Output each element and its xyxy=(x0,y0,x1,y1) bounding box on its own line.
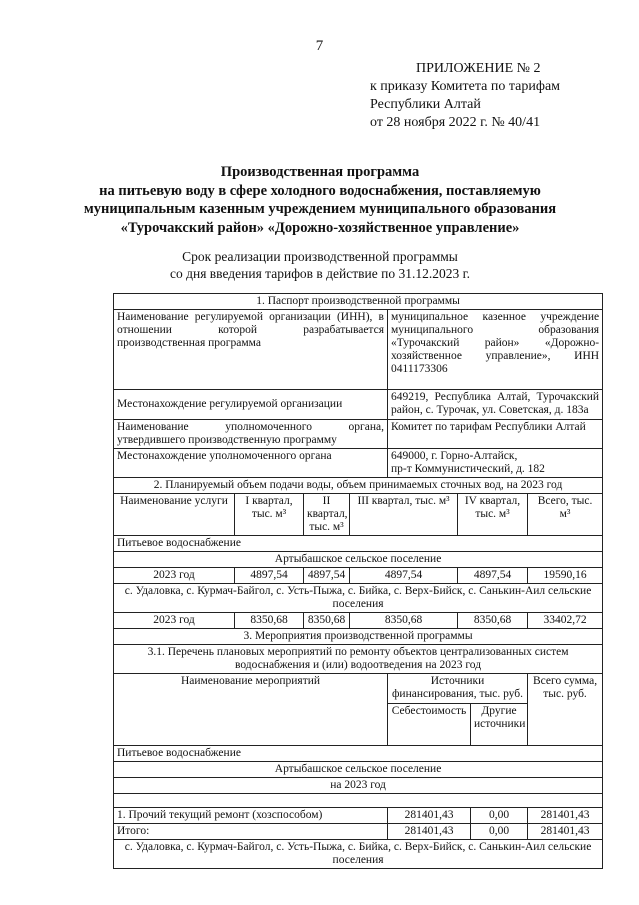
measure-total: 281401,43 xyxy=(528,808,603,824)
passport-value-org: муниципальное казенное учреждение муниципального образования «Турочакский район» «Дорожно-хозяйственное управление», ИНН 0411173306 xyxy=(388,310,603,390)
program-table xyxy=(113,293,603,869)
total-sum: 281401,43 xyxy=(528,824,603,840)
section3-subheader: 3.1. Перечень плановых мероприятий по ремонту объектов централизованных систем водоснабжения и (или) водоотведения на 2023 год xyxy=(114,645,603,674)
col-funding-sources: Источники финансирования, тыс. руб. xyxy=(388,674,528,704)
cell-q2: 8350,68 xyxy=(304,613,350,629)
settlement-name: с. Удаловка, с. Курмач-Байгол, с. Усть-Пыжа, с. Бийка, с. Верх-Бийск, с. Санькин-Аил сельские поселения xyxy=(114,584,603,613)
total-cost: 281401,43 xyxy=(388,824,471,840)
cell-q4: 8350,68 xyxy=(458,613,528,629)
address-line: 649000, г. Горно-Алтайск, xyxy=(391,450,518,462)
appendix-title: ПРИЛОЖЕНИЕ № 2 xyxy=(416,61,541,76)
row-year: 2023 год xyxy=(114,613,235,629)
service-name: Питьевое водоснабжение xyxy=(114,536,603,552)
section3-header: 3. Мероприятия производственной программы xyxy=(114,629,603,645)
col-other-sources: Другие источники xyxy=(471,704,528,746)
col-cost: Себестоимость xyxy=(388,704,471,746)
col-q2: II квартал, тыс. м³ xyxy=(304,494,350,536)
settlement-name: Артыбашское сельское поселение xyxy=(114,762,603,778)
col-q4: IV квартал, тыс. м³ xyxy=(458,494,528,536)
appendix-line: к приказу Комитета по тарифам xyxy=(370,79,561,94)
col-service: Наименование услуги xyxy=(114,494,235,536)
appendix-date: от 28 ноября 2022 г. № 40/41 xyxy=(370,115,541,130)
appendix-line: Республики Алтай xyxy=(370,97,481,112)
total-other: 0,00 xyxy=(471,824,528,840)
cell-q4: 4897,54 xyxy=(458,568,528,584)
row-year: 2023 год xyxy=(114,568,235,584)
cell-q3: 4897,54 xyxy=(350,568,458,584)
measure-cost: 281401,43 xyxy=(388,808,471,824)
title-line: «Турочакский район» «Дорожно-хозяйственное управление» xyxy=(120,219,520,236)
passport-value-authority-location xyxy=(388,449,603,478)
settlement-name: Артыбашское сельское поселение xyxy=(114,552,603,568)
measure-other: 0,00 xyxy=(471,808,528,824)
title-line: муниципальным казенным учреждением муниципального образования xyxy=(83,201,557,217)
title-line: Производственная программа xyxy=(220,164,420,180)
section1-header: 1. Паспорт производственной программы xyxy=(114,294,603,310)
passport-label-location: Местонахождение регулируемой организации xyxy=(114,390,388,420)
address-line: пр-т Коммунистический, д. 182 xyxy=(391,463,545,475)
cell-total: 19590,16 xyxy=(528,568,603,584)
col-measures: Наименование мероприятий xyxy=(114,674,388,746)
cell-q3: 8350,68 xyxy=(350,613,458,629)
passport-label-authority: Наименование уполномоченного органа, утвердившего производственную программу xyxy=(114,420,388,449)
passport-label-org: Наименование регулируемой организации (ИНН), в отношении которой разрабатывается производственная программа xyxy=(114,310,388,390)
col-sum-total: Всего сумма, тыс. руб. xyxy=(528,674,603,746)
appendix-block xyxy=(370,60,560,132)
cell-q1: 8350,68 xyxy=(235,613,304,629)
settlement-name: с. Удаловка, с. Курмач-Байгол, с. Усть-Пыжа, с. Бийка, с. Верх-Бийск, с. Санькин-Аил сельские поселения xyxy=(114,840,603,869)
service-name: Питьевое водоснабжение xyxy=(114,746,603,762)
passport-value-location: 649219, Республика Алтай, Турочакский район, с. Турочак, ул. Советская, д. 183а xyxy=(388,390,603,420)
col-q1: I квартал, тыс. м³ xyxy=(235,494,304,536)
spacer-row xyxy=(114,794,603,808)
col-q3: III квартал, тыс. м³ xyxy=(350,494,458,536)
total-label: Итого: xyxy=(114,824,388,840)
program-period xyxy=(60,248,580,282)
section2-header: 2. Планируемый объем подачи воды, объем принимаемых сточных вод, на 2023 год xyxy=(114,478,603,494)
measure-name: 1. Прочий текущий ремонт (хозспособом) xyxy=(114,808,388,824)
subtitle-line: Срок реализации производственной программы xyxy=(182,249,458,264)
passport-label-authority-location: Местонахождение уполномоченного органа xyxy=(114,449,388,478)
passport-value-authority: Комитет по тарифам Республики Алтай xyxy=(388,420,603,449)
subtitle-line: со дня введения тарифов в действие по 31.12.2023 г. xyxy=(169,266,470,281)
document-title xyxy=(60,163,580,237)
col-total: Всего, тыс. м³ xyxy=(528,494,603,536)
page-number: 7 xyxy=(315,38,324,54)
cell-total: 33402,72 xyxy=(528,613,603,629)
period-label: на 2023 год xyxy=(114,778,603,794)
title-line: на питьевую воду в сфере холодного водоснабжения, поставляемую xyxy=(99,182,541,199)
cell-q2: 4897,54 xyxy=(304,568,350,584)
cell-q1: 4897,54 xyxy=(235,568,304,584)
